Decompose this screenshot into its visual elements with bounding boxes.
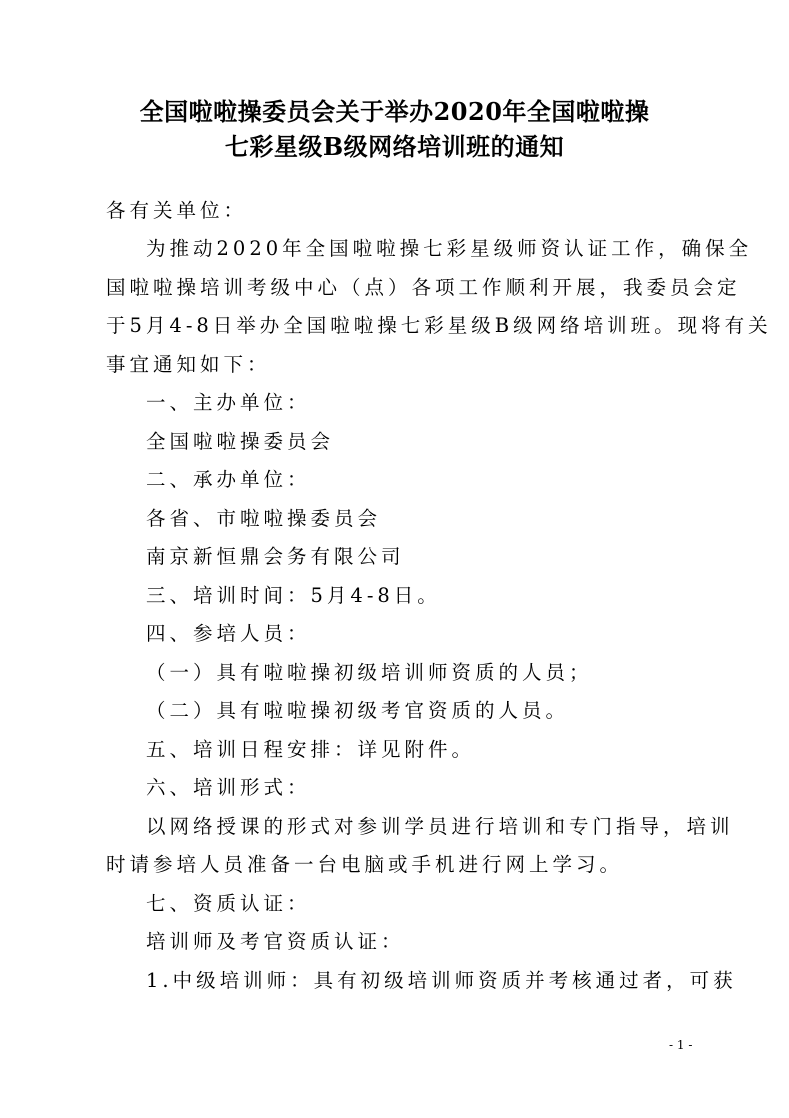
- organizer-heading: 一、主办单位：: [146, 391, 311, 414]
- organizer-text: 全国啦啦操委员会: [146, 430, 335, 453]
- page-number: - 1 -: [669, 1038, 693, 1052]
- document-title-line-2: 七彩星级B级网络培训班的通知: [224, 132, 565, 161]
- salutation: 各有关单位：: [106, 199, 248, 222]
- co-organizer-heading: 二、承办单位：: [146, 468, 311, 491]
- intro-line-2: 国啦啦操培训考级中心（点）各项工作顺利开展，我委员会定: [106, 276, 741, 299]
- co-organizer-1: 各省、市啦啦操委员会: [146, 507, 382, 530]
- format-heading: 六、培训形式：: [146, 776, 311, 799]
- intro-line-4: 事宜通知如下：: [106, 353, 271, 376]
- cert-item-1: 1.中级培训师：具有初级培训师资质并考核通过者，可获: [146, 969, 737, 992]
- format-line-1: 以网络授课的形式对参训学员进行培训和专门指导，培训: [146, 815, 734, 838]
- participants-item-2: （二）具有啦啦操初级考官资质的人员。: [146, 699, 570, 722]
- format-line-2: 时请参培人员准备一台电脑或手机进行网上学习。: [106, 853, 624, 876]
- participants-item-1: （一）具有啦啦操初级培训师资质的人员；: [146, 661, 593, 684]
- cert-subheading: 培训师及考官资质认证：: [146, 930, 405, 953]
- cert-heading: 七、资质认证：: [146, 892, 311, 915]
- schedule-text: 五、培训日程安排：详见附件。: [146, 738, 476, 761]
- intro-line-1: 为推动2020年全国啦啦操七彩星级师资认证工作，确保全: [146, 237, 753, 260]
- training-time: 三、培训时间：5月4-8日。: [146, 584, 441, 607]
- participants-heading: 四、参培人员：: [146, 622, 311, 645]
- document-title-line-1: 全国啦啦操委员会关于举办2020年全国啦啦操: [139, 97, 650, 126]
- co-organizer-2: 南京新恒鼎会务有限公司: [146, 545, 405, 568]
- intro-line-3: 于5月4-8日举办全国啦啦操七彩星级B级网络培训班。现将有关: [106, 314, 772, 337]
